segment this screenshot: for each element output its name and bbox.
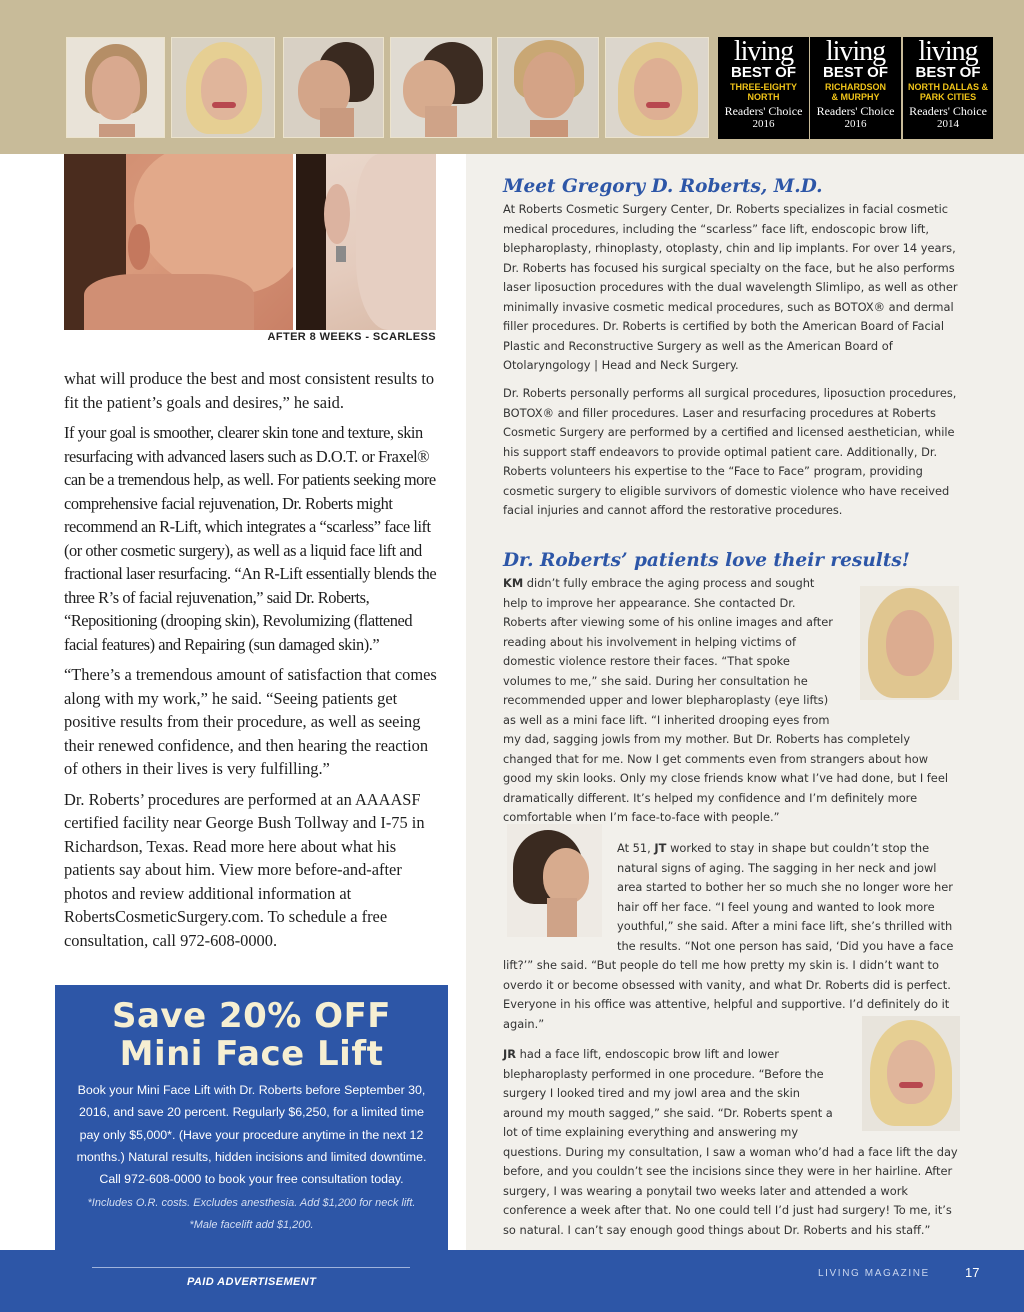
km-testimonial-block (503, 574, 958, 828)
patients-heading: Dr. Roberts’ patients love their results! (503, 550, 910, 571)
page-number: 17 (965, 1265, 980, 1280)
km-testimonial-text: didn’t fully embrace the aging process and sought help to improve her appearance. She contacted Dr. Roberts after viewing some of his online images and after reading about his involvement in helping victims of domestic violence restore their faces. “That spoke volumes to me,” she said. During her consultation he recommended upper and lower blepharoplasty (eye lifts) as well as a mini face lift. “I inherited drooping eyes from my dad, sagging jowls from my mother. But Dr. Roberts has completely changed that for me. Now I get comments even from strangers about how good my skin looks. Only my close friends know what I’ve had done, but I feel dramatically different. It’s helped my confidence and I’m definitely more comfortable when I’m face-to-face with people.” (503, 576, 948, 824)
before-profile-photo (283, 37, 384, 138)
best-of-badge-richardson (810, 37, 901, 139)
after-profile-photo (390, 37, 492, 138)
jr-photo-spacer (842, 1045, 958, 1125)
promo-fine-print-2: *Male facelift add $1,200. (189, 1219, 314, 1232)
promo-fine-print-1: *Includes O.R. costs. Excludes anesthesia. Add $1,200 for neck lift. (87, 1197, 416, 1210)
badge-region-text: THREE-EIGHTY NORTH (729, 82, 797, 102)
jt-pre: At 51, (617, 841, 651, 855)
badge-best-of-text: BEST OF (730, 64, 796, 81)
promo-headline-2: Mini Face Lift (119, 1034, 384, 1074)
promo-box (55, 985, 448, 1250)
badge-year-text: 2014 (937, 118, 959, 130)
left-paragraph: what will produce the best and most consistent results to fit the patient’s goals and desires,” he said. (64, 369, 435, 412)
best-of-badge-three-eighty (718, 37, 809, 139)
km-initials-inline: KM (503, 576, 524, 590)
jt-testimonial-text: worked to stay in shape but couldn’t stop the natural signs of aging. The sagging in her neck and jowl area started to bother her so much she no longer wore her hair off her face. “I feel young and wanted to look more youthful,” she said. After a mini face lift, she’s thrilled with the results. “Not one person has said, ‘Did you have a face lift?’” she said. “But people do tell me how pretty my skin is. I didn’t want to overdo it or become obsessed with vanity, and what Dr. Roberts did is perfect. Everyone in his office was attentive, helpful and supportive. I’d definitely do it again.” (503, 841, 954, 1031)
badge-year-text: 2016 (752, 118, 775, 130)
jt-photo-spacer (503, 839, 617, 956)
badge-region-text: NORTH DALLAS & PARK CITIES (908, 82, 988, 102)
badge-region-text: RICHARDSON & MURPHY (824, 82, 886, 102)
badge-readers-choice-text: Readers' Choice (909, 104, 987, 118)
left-paragraph: “There’s a tremendous amount of satisfaction that comes along with my work,” he said. “Seeing patients get positive results from their procedure, as well as seeing their renewed confidence, and then hearing the reaction of others in their lives is very fulfilling.” (64, 665, 437, 778)
after-neck-photo (296, 154, 436, 330)
badge-living-text: living (825, 36, 886, 67)
doctor-bio-paragraph-2: Dr. Roberts personally performs all surgical procedures, liposuction procedures, BOTOX® and filler procedures. Laser and resurfacing procedures at Roberts Cosmetic Surgery are performed by a certified and licensed aesthetician, while his support staff endeavors to provide optimal patient care. Additionally, Dr. Roberts volunteers his expertise to the “Face to Face” program, providing cosmetic surgery to eligible survivors of domestic violence who have received facial injuries and cannot afford the restorative procedures. (503, 386, 957, 517)
badge-readers-choice-text: Readers' Choice (724, 104, 803, 118)
badge-year-text: 2016 (844, 118, 867, 130)
jt-initials: JT (654, 841, 667, 855)
paid-advertisement-label: PAID ADVERTISEMENT (187, 1276, 317, 1288)
best-of-badge-north-dallas (903, 37, 993, 139)
before-front-photo (66, 37, 165, 138)
doctor-bio-paragraph-1: At Roberts Cosmetic Surgery Center, Dr. Roberts specializes in facial cosmetic medical procedures, including the “scarless” face lift, endoscopic brow lift, blepharoplasty, rhinoplasty, otoplasty, chin and lip implants. For over 14 years, Dr. Roberts has focused his surgical specialty on the face, but he also performs laser liposuction procedures with the dual wavelength Slimlipo, as well as other minimally invasive cosmetic medical procedures, such as BOTOX® and dermal filler procedures. Dr. Roberts is certified by both the American Board of Facial Plastic and Reconstructive Surgery as well as the American Board of Otolaryngology | Head and Neck Surgery. (503, 202, 958, 372)
jt-testimonial-block (503, 839, 958, 1034)
after-front-photo (171, 37, 275, 138)
jr-testimonial-block (503, 1045, 958, 1240)
footer-band (0, 1250, 1024, 1312)
badge-best-of-text: BEST OF (915, 64, 981, 81)
after-front-photo-2 (605, 37, 709, 138)
jr-initials: JR (503, 1047, 517, 1061)
badge-living-text: living (918, 36, 978, 67)
left-paragraph: Dr. Roberts’ procedures are performed at an AAAASF certified facility near George Bush Tollway and I-75 in Richardson, Texas. Read more here about what his patients say about him. View more before-and-after photos and review additional information at RobertsCosmeticSurgery.com. To schedule a free consultation, call 972-608-0000. (64, 789, 425, 950)
before-front-photo-2 (497, 37, 599, 138)
badge-best-of-text: BEST OF (822, 64, 888, 81)
jr-testimonial-text: had a face lift, endoscopic brow lift and lower blepharoplasty performed in one procedure. “Before the surgery I looked tired and my jowl area and the skin around my mouth sagged,” she said. “Dr. Roberts spent a lot of time explaining everything and answering my questions. During my consultation, I saw a woman who’d had a face lift the day before, and you couldn’t see the incisions since they were in her hairline. After surgery, I was wearing a ponytail two weeks later and attended a work conference a week after that. No one could tell I’d just had surgery! To me, it’s so natural. I can’t say enough good things about Dr. Roberts and his staff.” (503, 1047, 958, 1237)
left-article-column (64, 367, 444, 959)
footer-divider (92, 1267, 410, 1268)
km-photo-spacer (833, 574, 958, 724)
magazine-name: LIVING MAGAZINE (818, 1268, 930, 1279)
promo-body: Book your Mini Face Lift with Dr. Roberts before September 30, 2016, and save 20 percent. Regularly $6,250, for a limited time pay only $5,000*. (Have your procedure anytime in the next 12 months.) Natural results, hidden incisions and limited downtime. Call 972-608-0000 to book your free consultation today. (76, 1083, 427, 1187)
badge-living-text: living (733, 36, 794, 67)
meet-doctor-heading: Meet Gregory D. Roberts, M.D. (503, 176, 823, 197)
badge-readers-choice-text: Readers' Choice (816, 104, 895, 118)
promo-headline-1: Save 20% OFF (111, 996, 392, 1036)
left-paragraph: If your goal is smoother, clearer skin tone and texture, skin resurfacing with advanced lasers such as D.O.T. or Fraxel® can be a tremendous help, as well. For patients seeking more comprehensive facial rejuvenation, Dr. Roberts might recommend an R-Lift, which integrates a “scarless” face lift (or other cosmetic surgery), as well as a liquid face lift and fractional laser resurfacing. “An R-Lift essentially blends the three R’s of facial rejuvenation,” said Dr. Roberts, “Repositioning (drooping skin), Revolumizing (flattened facial features) and Repairing (sun damaged skin).” (64, 423, 437, 654)
before-neck-photo (64, 154, 293, 330)
photo-caption: AFTER 8 WEEKS - SCARLESS (267, 331, 436, 343)
